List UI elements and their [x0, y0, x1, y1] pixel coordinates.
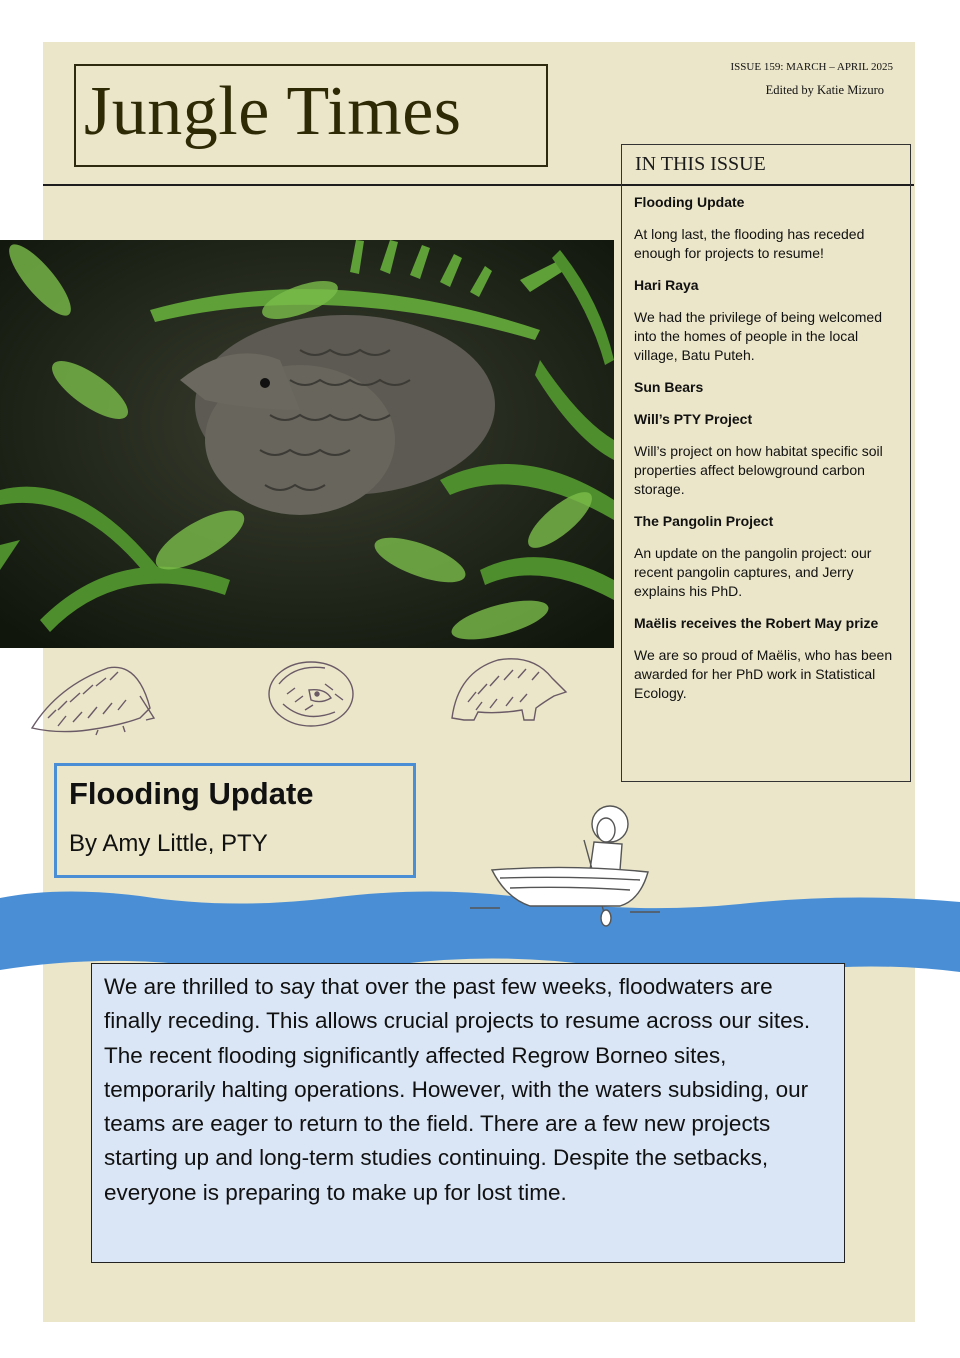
toc-heading-will-pty: Will’s PTY Project — [634, 411, 753, 427]
masthead — [74, 64, 548, 167]
pangolin-curled-doodle — [265, 654, 357, 730]
article-title: Flooding Update — [69, 776, 314, 811]
toc-desc-pangolin: An update on the pangolin project: our recent pangolin captures, and Jerry explains his PhD. — [634, 545, 872, 599]
pangolin-photo — [0, 240, 614, 648]
toc-heading-prize: Maëlis receives the Robert May prize — [634, 615, 879, 631]
in-this-issue-panel — [621, 144, 911, 782]
article-body-box — [91, 963, 845, 1263]
toc-desc-will-pty: Will’s project on how habitat specific soil properties affect belowground carbon storage. — [634, 443, 883, 497]
toc-heading-flooding: Flooding Update — [634, 194, 745, 210]
toc-desc-flooding: At long last, the flooding has receded enough for projects to resume! — [634, 226, 865, 261]
toc-desc-hari-raya: We had the privilege of being welcomed into the homes of people in the local village, Batu Puteh. — [634, 309, 883, 363]
toc-desc-prize: We are so proud of Maëlis, who has been awarded for her PhD work in Statistical Ecology. — [634, 647, 893, 701]
editor-credit: Edited by Katie Mizuro — [765, 83, 884, 97]
boat-rower-doodle — [470, 800, 670, 928]
toc-title: IN THIS ISSUE — [635, 153, 766, 175]
toc-heading-hari-raya: Hari Raya — [634, 277, 699, 293]
issue-number: ISSUE 159: MARCH – APRIL 2025 — [730, 61, 893, 73]
pangolin-standing-doodle — [448, 652, 570, 724]
toc-heading-pangolin: The Pangolin Project — [634, 513, 774, 529]
article-byline: By Amy Little, PTY — [69, 830, 268, 857]
article-body: We are thrilled to say that over the past few weeks, floodwaters are finally receding. This allows crucial projects to resume across our sites. The recent flooding significantly affected Regrow Borneo sites, temporarily halting operations. However, with the waters subsiding, our teams are eager to return to the field. There are a few new projects starting up and long-term studies continuing. Despite the setbacks, everyone is preparing to make up for lost time. — [104, 974, 811, 1205]
newsletter-title: Jungle Times — [84, 73, 462, 150]
pangolin-walking-doodle — [28, 656, 156, 736]
toc-list — [634, 193, 902, 716]
article-header-box — [54, 763, 416, 878]
pangolin-photo-illustration — [0, 240, 614, 648]
toc-heading-sun-bears: Sun Bears — [634, 379, 704, 395]
